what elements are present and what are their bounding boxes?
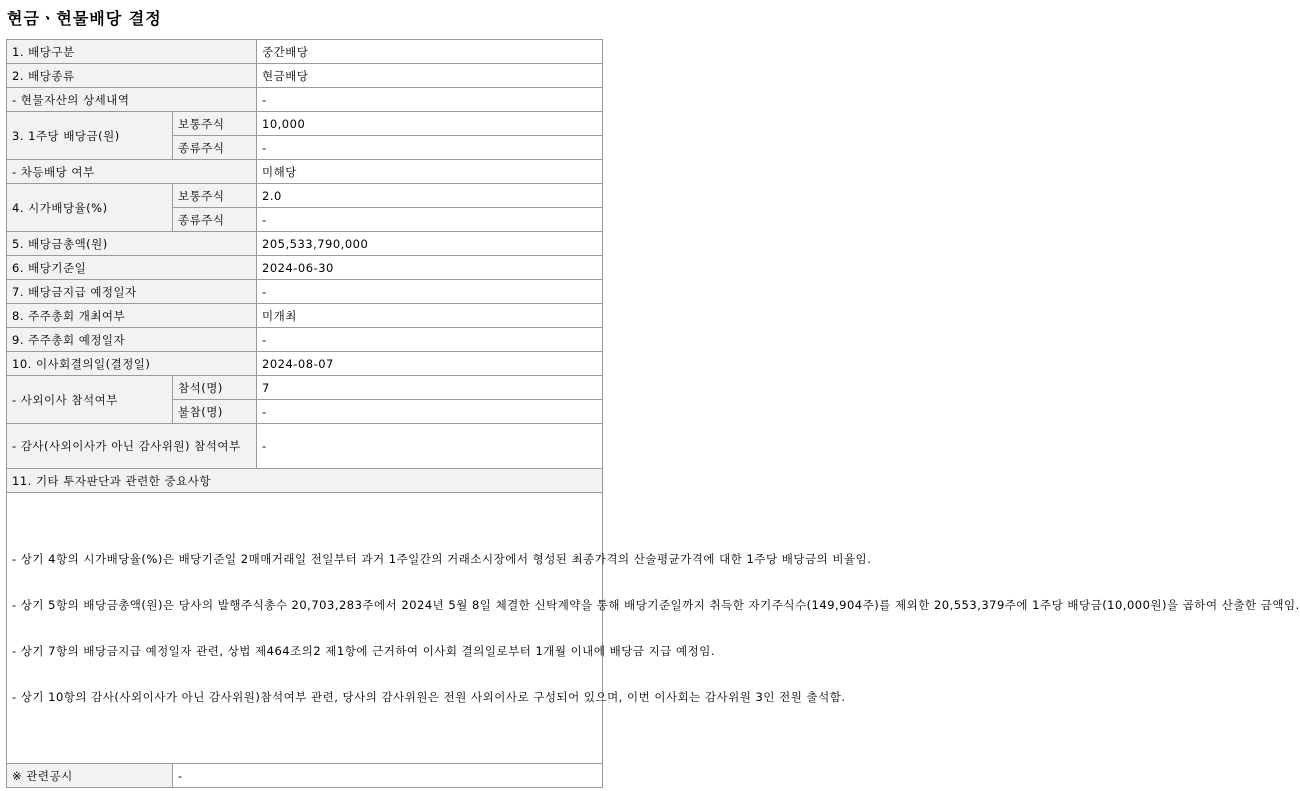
table-row xyxy=(7,304,603,328)
row-value: - xyxy=(257,424,603,469)
sub-label: 보통주식 xyxy=(173,112,257,136)
sub-label: 불참(명) xyxy=(173,400,257,424)
row-value: 10,000 xyxy=(257,112,603,136)
note-paragraph: - 상기 4항의 시가배당율(%)은 배당기준일 2매매거래일 전일부터 과거 1주일간의 거래소시장에서 형성된 최종가격의 산술평균가격에 대한 1주당 배당금의 비율임. xyxy=(12,552,872,566)
row-label: 9. 주주총회 예정일자 xyxy=(7,328,257,352)
section-heading: 11. 기타 투자판단과 관련한 중요사항 xyxy=(7,469,603,493)
table-row xyxy=(7,160,603,184)
table-row xyxy=(7,40,603,64)
table-row xyxy=(7,469,603,493)
row-label: - 현물자산의 상세내역 xyxy=(7,88,257,112)
note-paragraph: - 상기 7항의 배당금지급 예정일자 관련, 상법 제464조의2 제1항에 근거하여 이사회 결의일로부터 1개월 이내에 배당금 지급 예정임. xyxy=(12,644,716,658)
row-label: ※ 관련공시 xyxy=(7,764,173,788)
row-value: - xyxy=(257,208,603,232)
row-value: 205,533,790,000 xyxy=(257,232,603,256)
row-label: 4. 시가배당율(%) xyxy=(7,184,173,232)
table-row xyxy=(7,764,603,788)
row-label: 6. 배당기준일 xyxy=(7,256,257,280)
row-value: 미개최 xyxy=(257,304,603,328)
row-value: - xyxy=(173,764,603,788)
row-value: - xyxy=(257,280,603,304)
table-row xyxy=(7,424,603,469)
row-label: - 사외이사 참석여부 xyxy=(7,376,173,424)
table-row xyxy=(7,256,603,280)
row-value: 미해당 xyxy=(257,160,603,184)
row-value: - xyxy=(257,88,603,112)
table-row xyxy=(7,184,603,208)
row-label: 8. 주주총회 개최여부 xyxy=(7,304,257,328)
dividend-table xyxy=(6,39,1300,788)
notes-cell xyxy=(7,493,1300,764)
row-value: - xyxy=(257,328,603,352)
row-label: 7. 배당금지급 예정일자 xyxy=(7,280,257,304)
sub-label: 종류주식 xyxy=(173,136,257,160)
table-row xyxy=(7,112,603,136)
row-value: 2024-06-30 xyxy=(257,256,603,280)
table-row xyxy=(7,376,603,400)
row-value: 7 xyxy=(257,376,603,400)
table-row xyxy=(7,88,603,112)
row-value: 2024-08-07 xyxy=(257,352,603,376)
note-paragraph: - 상기 10항의 감사(사외이사가 아닌 감사위원)참석여부 관련, 당사의 감사위원은 전원 사외이사로 구성되어 있으며, 이번 이사회는 감사위원 3인 전원 출석함. xyxy=(12,690,846,704)
table-row xyxy=(7,64,603,88)
sub-label: 보통주식 xyxy=(173,184,257,208)
row-label: 2. 배당종류 xyxy=(7,64,257,88)
row-value: 현금배당 xyxy=(257,64,603,88)
row-label: - 감사(사외이사가 아닌 감사위원) 참석여부 xyxy=(7,424,257,469)
note-paragraph: - 상기 5항의 배당금총액(원)은 당사의 발행주식총수 20,703,283주에서 2024년 5월 8일 체결한 신탁계약을 통해 배당기준일까지 취득한 자기주식수(149,904주)를 제외한 20,553,379주에 1주당 배당금(10,000원)을 곱하여 산출한 금액임. xyxy=(12,598,1300,612)
row-value: 중간배당 xyxy=(257,40,603,64)
row-label: 3. 1주당 배당금(원) xyxy=(7,112,173,160)
row-value: - xyxy=(257,136,603,160)
page-title: 현금ㆍ현물배당 결정 xyxy=(7,9,162,28)
table-row xyxy=(7,280,603,304)
row-label: 10. 이사회결의일(결정일) xyxy=(7,352,257,376)
table-row xyxy=(7,352,603,376)
row-value: - xyxy=(257,400,603,424)
sub-label: 참석(명) xyxy=(173,376,257,400)
table-row xyxy=(7,232,603,256)
row-label: 1. 배당구분 xyxy=(7,40,257,64)
row-label: - 차등배당 여부 xyxy=(7,160,257,184)
table-row xyxy=(7,493,603,764)
row-value: 2.0 xyxy=(257,184,603,208)
sub-label: 종류주식 xyxy=(173,208,257,232)
table-row xyxy=(7,328,603,352)
row-label: 5. 배당금총액(원) xyxy=(7,232,257,256)
